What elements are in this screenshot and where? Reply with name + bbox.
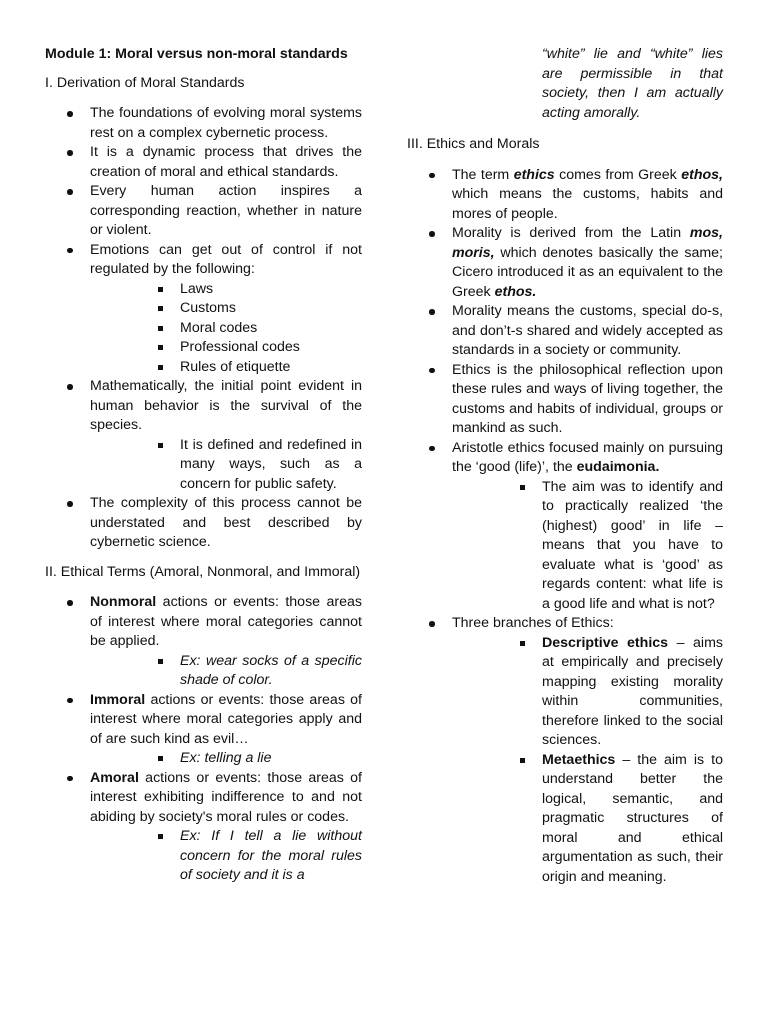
ethos-term: ethos.: [494, 283, 537, 300]
right-column: [407, 45, 723, 897]
aristotle-sublist: [452, 478, 723, 615]
descriptive-ethics-term: Descriptive ethics: [542, 634, 669, 651]
left-column: [45, 45, 362, 896]
list-item: [45, 241, 362, 378]
list-item: It is a dynamic process that drives the creation of moral and ethical standards.: [45, 143, 362, 182]
mos-moris-term: mos, moris,: [452, 225, 723, 261]
text-span: comes from Greek: [554, 166, 682, 183]
example-item: Ex: telling a lie: [90, 749, 362, 769]
amoral-example-continued: “white” lie and “white” lies are permissible in that society, then I am actually acting amorally.: [542, 46, 723, 121]
immoral-definition: actions or events: those areas of interest where moral categories apply and of are such kind as evil…: [90, 691, 362, 747]
list-item: Morality means the customs, special do-s, and don’t-s shared and widely accepted as standards in a society or community.: [407, 302, 723, 361]
list-item: [407, 166, 723, 225]
list-item: The foundations of evolving moral systems rest on a complex cybernetic process.: [45, 104, 362, 143]
sublist-item: Moral codes: [90, 319, 362, 339]
nonmoral-example-list: [90, 652, 362, 691]
sublist-item: [452, 634, 723, 751]
section-1-heading: I. Derivation of Moral Standards: [45, 74, 245, 91]
list-item: [407, 224, 723, 302]
ethos-term: ethos,: [681, 166, 723, 183]
text-span: – aims at empirically and precisely mapping existing morality within communities, therefore linked to the social sciences.: [542, 634, 723, 748]
sublist-item: Customs: [90, 299, 362, 319]
sublist-item: [452, 751, 723, 888]
survival-sublist: [90, 436, 362, 495]
immoral-example-list: [90, 749, 362, 769]
metaethics-term: Metaethics: [542, 751, 616, 768]
list-item: Ethics is the philosophical reflection upon these rules and ways of living together, the customs and habits of individual, groups or mankind as such.: [407, 361, 723, 439]
immoral-term: Immoral: [90, 691, 146, 708]
list-item-text: Three branches of Ethics:: [452, 615, 614, 631]
example-item: Ex: If I tell a lie without concern for the moral rules of society and it is a: [90, 827, 362, 886]
module-title: Module 1: Moral versus non-moral standards: [45, 46, 348, 62]
regulators-sublist: [90, 280, 362, 378]
section-1-list: [45, 104, 362, 553]
text-span: which denotes basically the same; Cicero introduced it as an equivalent to the Greek: [452, 244, 723, 300]
sublist-item: It is defined and redefined in many ways, such as a concern for public safety.: [90, 436, 362, 495]
text-span: The term: [452, 166, 514, 183]
nonmoral-term: Nonmoral: [90, 594, 157, 610]
section-2-heading: II. Ethical Terms (Amoral, Nonmoral, and Immoral): [45, 563, 361, 580]
sublist-item: Laws: [90, 280, 362, 300]
sublist-item: Professional codes: [90, 338, 362, 358]
list-item: Every human action inspires a corresponding reaction, whether in nature or violent.: [45, 182, 362, 241]
section-2-list: [45, 593, 362, 886]
text-span: which means the customs, habits and mores of people.: [452, 186, 723, 222]
sublist-item: The aim was to identify and to practically realized ‘the (highest) good’ in life – means that you have to evaluate what is ‘good’ as regards content: what life is a good life and what is not?: [452, 478, 723, 615]
list-item: [407, 439, 723, 615]
amoral-example-list: [90, 827, 362, 886]
list-item: [45, 593, 362, 691]
text-span: Morality is derived from the Latin: [452, 225, 690, 241]
list-item: [45, 377, 362, 494]
sublist-item: Rules of etiquette: [90, 358, 362, 378]
list-item: The complexity of this process cannot be understated and best described by cybernetic science.: [45, 494, 362, 553]
section-3-heading: III. Ethics and Morals: [407, 136, 540, 152]
list-item: [45, 691, 362, 769]
list-item-text: Mathematically, the initial point evident in human behavior is the survival of the species.: [90, 378, 362, 433]
amoral-definition: actions or events: those areas of interest exhibiting indifference to and not abiding by society's moral rules or codes.: [90, 769, 362, 825]
nonmoral-definition: actions or events: those areas of interest where moral categories cannot be applied.: [90, 594, 362, 649]
ethics-term: ethics: [513, 166, 555, 183]
branches-sublist: [452, 634, 723, 888]
list-item-text: Emotions can get out of control if not regulated by the following:: [90, 241, 362, 277]
amoral-term: Amoral: [90, 769, 139, 786]
list-item: [45, 769, 362, 886]
section-3-list: [407, 166, 723, 888]
text-span: – the aim is to understand better the logical, semantic, and pragmatic structures of moral and ethical argumentation as such, their origin and meaning.: [542, 751, 723, 885]
text-span: Aristotle ethics focused mainly on pursuing the ‘good (life)’, the: [452, 439, 723, 475]
list-item: [407, 614, 723, 887]
example-item: Ex: wear socks of a specific shade of color.: [90, 652, 362, 691]
eudaimonia-term: eudaimonia.: [576, 459, 660, 475]
